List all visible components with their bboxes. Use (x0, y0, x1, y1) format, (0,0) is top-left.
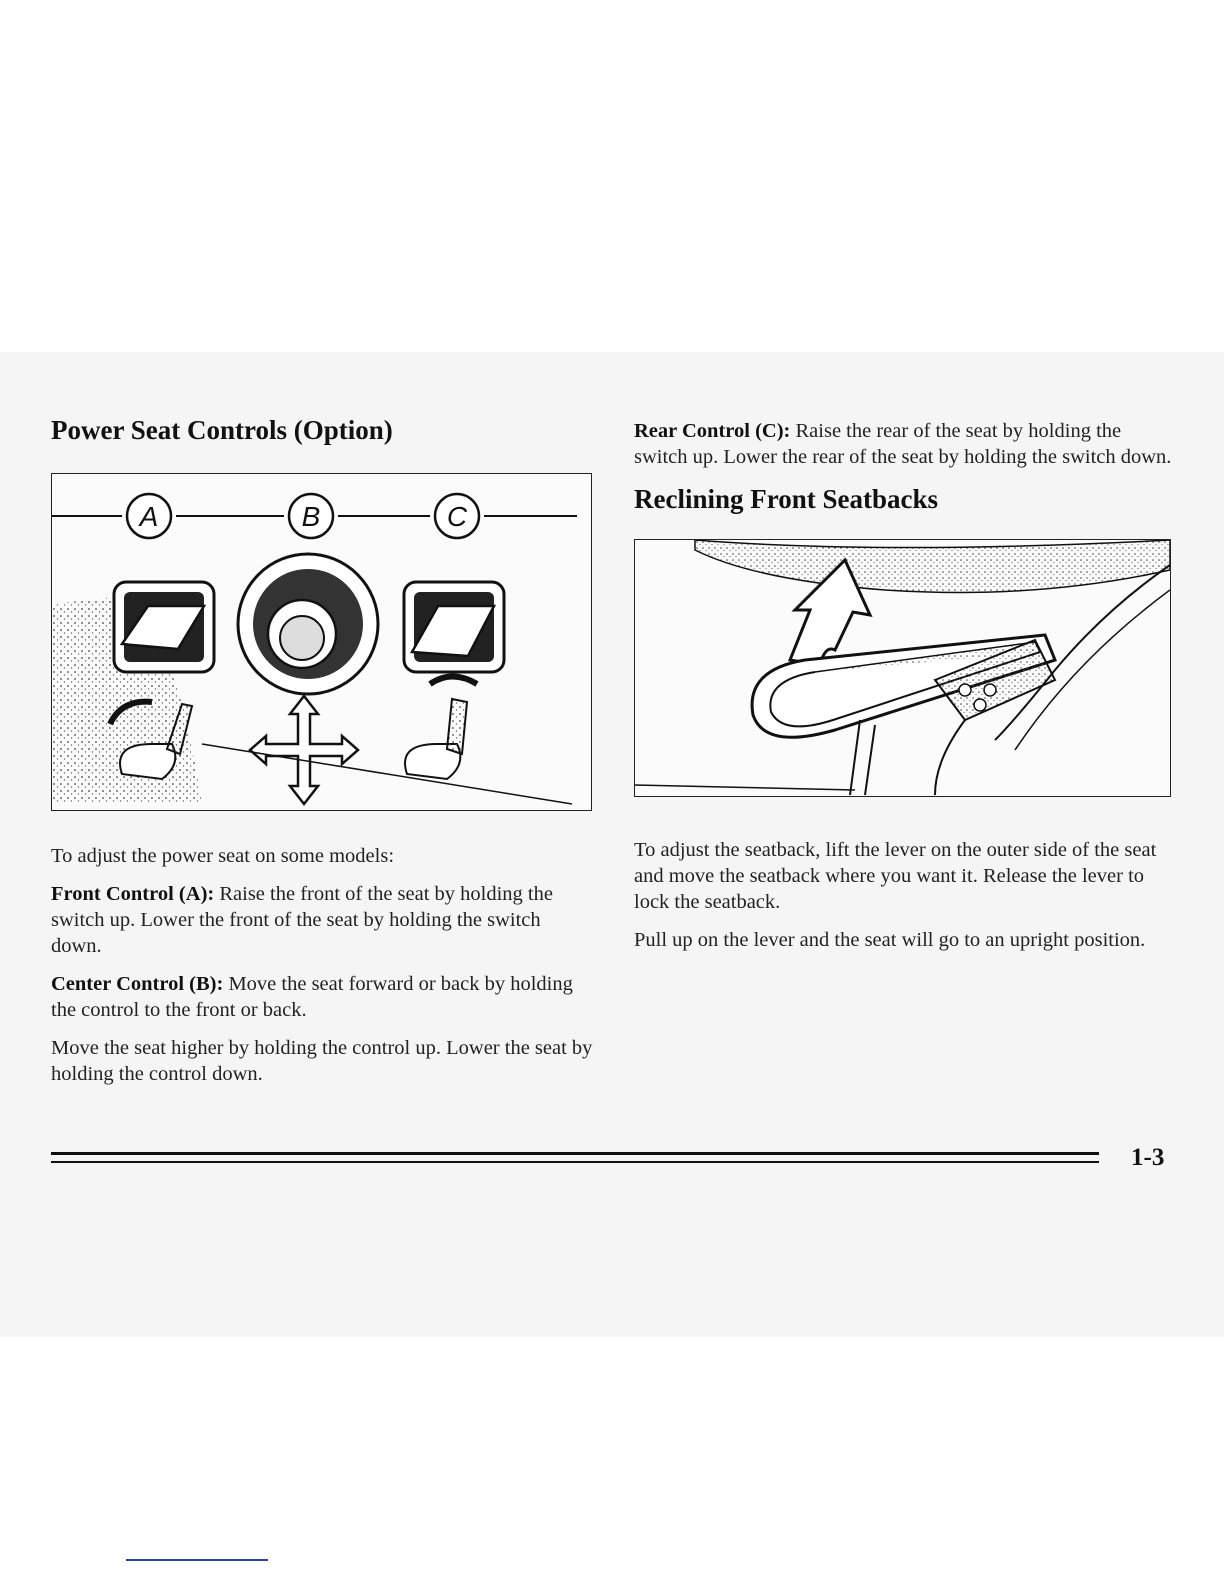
reclining-seatback-illustration (634, 539, 1171, 797)
move-seat-paragraph: Move the seat higher by holding the control up. Lower the seat by holding the control down. (51, 1037, 593, 1085)
rear-control-text: Raise the rear of the seat by holding the switch up. Lower the rear of the seat by holding the switch down. (634, 420, 1172, 468)
intro-text: To adjust the power seat on some models: (51, 845, 395, 867)
rear-switch (404, 582, 504, 672)
front-control-paragraph (51, 881, 596, 959)
front-control-text: Raise the front of the seat by holding the switch up. Lower the front of the seat by holding the switch down. (51, 883, 553, 957)
footer-rule-thin (51, 1161, 1099, 1163)
move-arrows-icon (250, 696, 358, 804)
label-c-circle (435, 494, 479, 538)
section-heading-reclining: Reclining Front Seatbacks (634, 484, 939, 514)
section-heading-power-seat: Power Seat Controls (Option) (51, 415, 393, 445)
center-control-paragraph (51, 971, 596, 1023)
front-control-label: Front Control (A): (51, 883, 215, 905)
center-control-label: Center Control (B): (51, 973, 224, 995)
center-knob (238, 554, 378, 694)
seatback-adjust-paragraph: To adjust the seatback, lift the lever on the outer side of the seat and move the seatback where you want it. Release the lever to lock the seatback. (634, 839, 1157, 913)
label-c: C (446, 501, 468, 532)
label-b: B (301, 501, 321, 532)
footer-rule-thick (51, 1152, 1099, 1155)
label-a: A (139, 501, 159, 532)
power-seat-diagram (52, 474, 591, 810)
bottom-link-underline (126, 1559, 268, 1561)
rear-control-label: Rear Control (C): (634, 420, 791, 442)
rear-control-paragraph (634, 418, 1179, 470)
seat-cushion (695, 540, 1170, 593)
reclining-lever-diagram (635, 540, 1170, 796)
seat-icon-c (405, 677, 477, 780)
page-number: 1-3 (1131, 1144, 1165, 1171)
label-b-circle (289, 494, 333, 538)
label-a-circle (127, 494, 171, 538)
seatback-upright-paragraph: Pull up on the lever and the seat will go to an upright position. (634, 929, 1146, 951)
left-column (51, 415, 596, 1099)
right-column (634, 418, 1179, 965)
power-seat-controls-illustration (51, 473, 592, 811)
center-control-text: Move the seat forward or back by holding the control to the front or back. (51, 973, 573, 1021)
front-switch (114, 582, 214, 672)
